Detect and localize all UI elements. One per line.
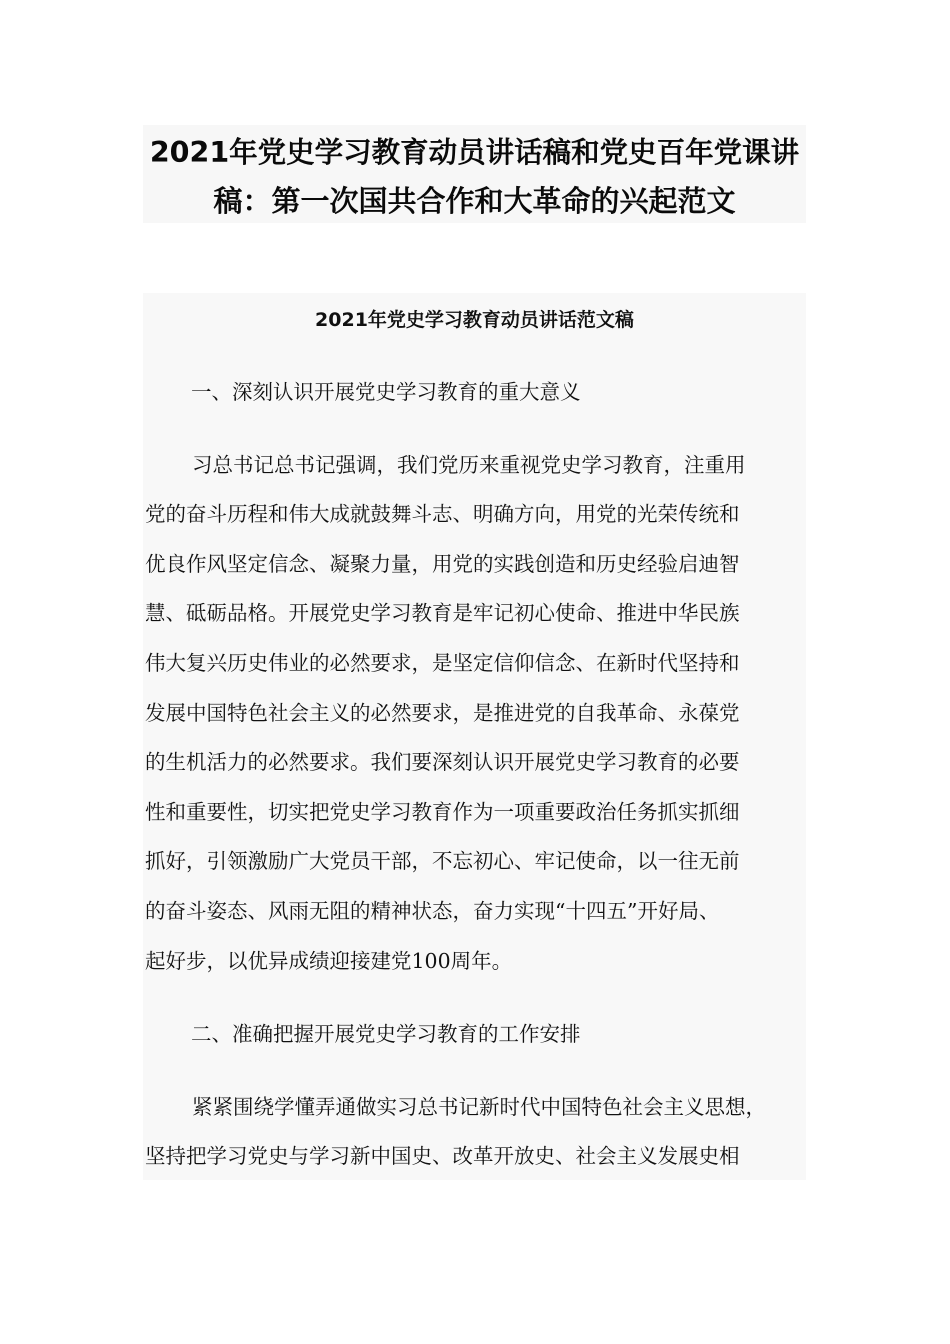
title-line-1: 2021年党史学习教育动员讲话稿和党史百年党课讲 xyxy=(149,136,800,169)
paragraph-1-line: 性和重要性，切实把党史学习教育作为一项重要政治任务抓实抓细 xyxy=(145,800,740,824)
section-heading-2: 二、准确把握开展党史学习教育的工作安排 xyxy=(191,1022,581,1046)
document-title xyxy=(143,125,806,223)
paragraph-1-line: 起好步，以优异成绩迎接建党100周年。 xyxy=(145,949,513,973)
paragraph-1-line: 发展中国特色社会主义的必然要求，是推进党的自我革命、永葆党 xyxy=(145,701,740,725)
paragraph-1-line: 慧、砥砺品格。开展党史学习教育是牢记初心使命、推进中华民族 xyxy=(145,601,740,625)
title-line-2: 稿：第一次国共合作和大革命的兴起范文 xyxy=(213,184,736,218)
document-body xyxy=(143,293,806,1180)
paragraph-1-line: 伟大复兴历史伟业的必然要求，是坚定信仰信念、在新时代坚持和 xyxy=(145,651,740,675)
paragraph-1-line: 党的奋斗历程和伟大成就鼓舞斗志、明确方向，用党的光荣传统和 xyxy=(145,502,740,526)
paragraph-1-line: 的奋斗姿态、风雨无阻的精神状态，奋力实现“十四五”开好局、 xyxy=(145,899,720,923)
paragraph-2-line: 紧紧围绕学懂弄通做实习总书记新时代中国特色社会主义思想， xyxy=(192,1095,766,1119)
section-heading-1: 一、深刻认识开展党史学习教育的重大意义 xyxy=(191,380,581,404)
document-subtitle: 2021年党史学习教育动员讲话范文稿 xyxy=(315,309,634,331)
paragraph-1-line: 的生机活力的必然要求。我们要深刻认识开展党史学习教育的必要 xyxy=(145,750,740,774)
paragraph-2-line: 坚持把学习党史与学习新中国史、改革开放史、社会主义发展史相 xyxy=(145,1144,740,1168)
paragraph-1-line: 抓好，引领激励广大党员干部，不忘初心、牢记使命，以一往无前 xyxy=(145,849,740,873)
paragraph-1-line: 优良作风坚定信念、凝聚力量，用党的实践创造和历史经验启迪智 xyxy=(145,552,740,576)
paragraph-1-line: 习总书记总书记强调，我们党历来重视党史学习教育，注重用 xyxy=(192,453,746,477)
